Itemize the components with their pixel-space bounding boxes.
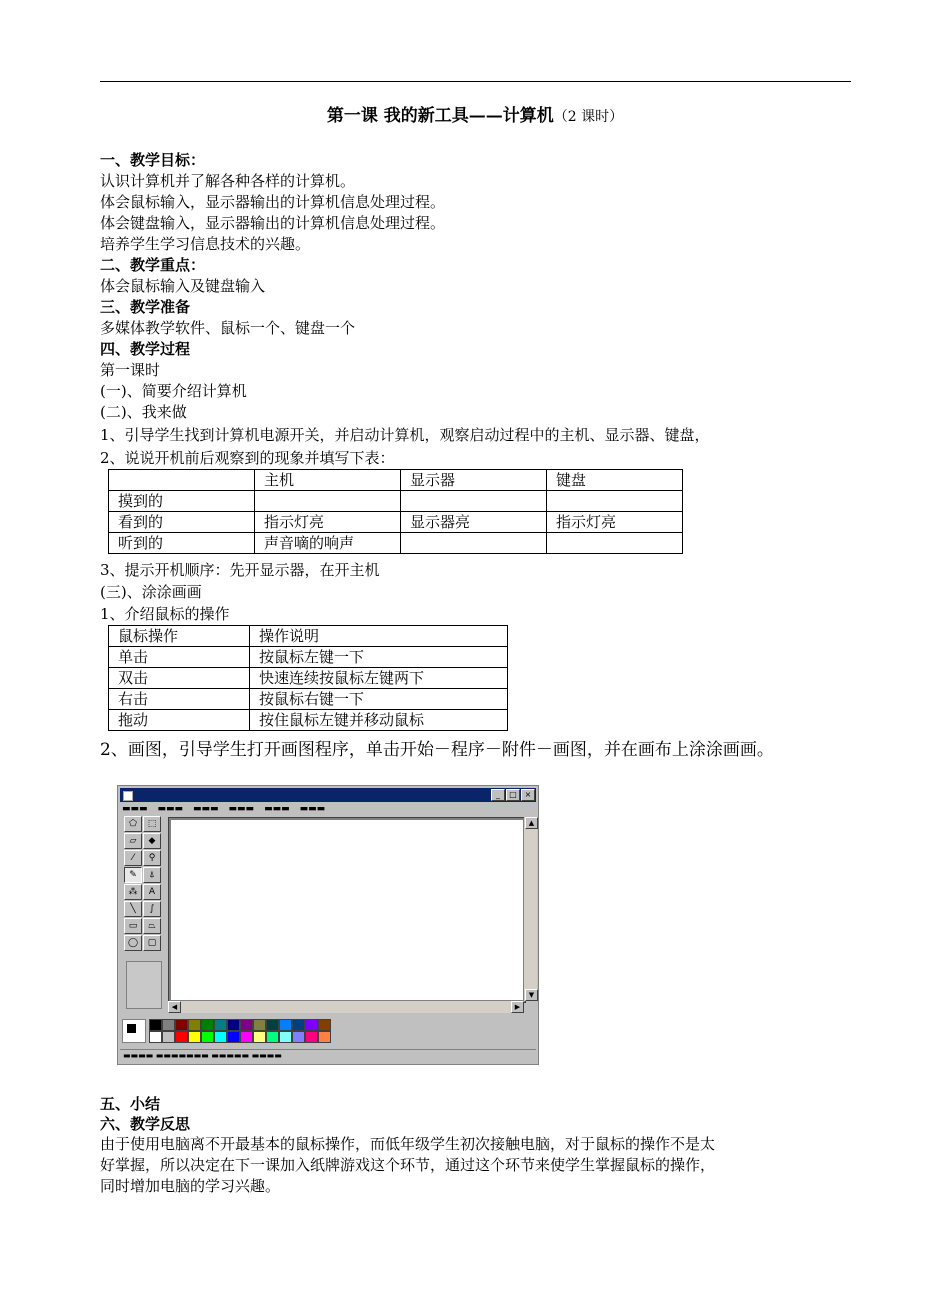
menu-item[interactable]: ▬▬▬ — [193, 804, 219, 814]
text-icon[interactable]: A — [143, 884, 161, 900]
table-cell: 听到的 — [109, 533, 255, 554]
palette-swatch[interactable] — [279, 1031, 292, 1043]
table-cell — [255, 491, 401, 512]
menu-item[interactable]: ▬▬▬ — [122, 804, 148, 814]
section-preparation-heading: 三、教学准备 — [100, 298, 191, 316]
palette-swatch[interactable] — [292, 1031, 305, 1043]
palette-swatch[interactable] — [149, 1031, 162, 1043]
table-row — [109, 533, 683, 554]
palette-swatch[interactable] — [162, 1019, 175, 1031]
palette-swatch[interactable] — [266, 1031, 279, 1043]
table-cell — [401, 491, 547, 512]
canvas-frame — [168, 817, 526, 1003]
table-row — [109, 668, 508, 689]
key-point-1: 体会鼠标输入及键盘输入 — [100, 277, 266, 295]
palette-swatch[interactable] — [305, 1019, 318, 1031]
palette-swatch[interactable] — [253, 1019, 266, 1031]
process-line-3: (二)、我来做 — [100, 403, 187, 421]
palette-swatch[interactable] — [240, 1019, 253, 1031]
palette-swatch[interactable] — [188, 1031, 201, 1043]
paint-window-screenshot — [117, 785, 539, 1065]
palette-swatch[interactable] — [214, 1031, 227, 1043]
process-line-6: 3、提示开机顺序：先开显示器，在开主机 — [100, 561, 380, 579]
process-line-9: 2、画图，引导学生打开画图程序，单击开始－程序－附件－画图，并在画布上涂涂画画。 — [100, 740, 774, 760]
palette-swatch[interactable] — [292, 1019, 305, 1031]
table-row — [109, 689, 508, 710]
fill-icon[interactable]: ◆ — [143, 833, 161, 849]
scroll-up-icon[interactable]: ▲ — [525, 817, 538, 829]
table-cell: 主机 — [255, 470, 401, 491]
color-picker-icon[interactable]: ⁄ — [124, 850, 142, 866]
scroll-right-icon[interactable]: ▶ — [511, 1001, 524, 1013]
table-cell: 单击 — [109, 647, 250, 668]
palette-swatch[interactable] — [175, 1019, 188, 1031]
preparation-1: 多媒体教学软件、鼠标一个、键盘一个 — [100, 319, 356, 337]
palette-swatch[interactable] — [201, 1031, 214, 1043]
table-row — [109, 470, 683, 491]
current-colors — [122, 1019, 146, 1043]
ellipse-icon[interactable]: ◯ — [124, 935, 142, 951]
table-row — [109, 512, 683, 533]
objective-3: 体会键盘输入，显示器输出的计算机信息处理过程。 — [100, 214, 446, 232]
objective-1: 认识计算机并了解各种各样的计算机。 — [100, 172, 356, 190]
paint-status-bar: ▬▬▬▬ ▬▬▬▬▬▬▬ ▬▬▬▬▬ ▬▬▬▬ — [120, 1049, 536, 1062]
palette-swatch[interactable] — [149, 1019, 162, 1031]
polygon-icon[interactable]: ⏢ — [143, 918, 161, 934]
menu-item[interactable]: ▬▬▬ — [264, 804, 290, 814]
palette-swatch[interactable] — [240, 1031, 253, 1043]
paint-app-icon — [123, 791, 133, 801]
minimize-icon[interactable]: _ — [491, 789, 505, 801]
table-cell — [401, 533, 547, 554]
table-row — [109, 647, 508, 668]
paint-title-bar — [120, 788, 536, 802]
color-palette — [122, 1019, 330, 1047]
table-cell: 看到的 — [109, 512, 255, 533]
process-line-1: 第一课时 — [100, 361, 161, 379]
rounded-rect-icon[interactable]: ▢ — [143, 935, 161, 951]
palette-swatch[interactable] — [305, 1031, 318, 1043]
objective-2: 体会鼠标输入，显示器输出的计算机信息处理过程。 — [100, 193, 446, 211]
observation-table — [108, 469, 683, 554]
reflection-line-3: 同时增加电脑的学习兴趣。 — [100, 1177, 281, 1195]
section-key-points-heading: 二、教学重点： — [100, 256, 206, 274]
reflection-line-1: 由于使用电脑离不开最基本的鼠标操作，而低年级学生初次接触电脑，对于鼠标的操作不是太 — [100, 1135, 716, 1153]
horizontal-scrollbar[interactable] — [168, 1001, 524, 1013]
table-cell: 键盘 — [547, 470, 683, 491]
table-cell: 显示器亮 — [401, 512, 547, 533]
table-cell: 右击 — [109, 689, 250, 710]
table-cell: 摸到的 — [109, 491, 255, 512]
section-process-heading: 四、教学过程 — [100, 340, 191, 358]
table-cell: 按鼠标左键一下 — [250, 647, 508, 668]
rect-select-icon[interactable]: ⬚ — [143, 816, 161, 832]
line-icon[interactable]: ╲ — [124, 901, 142, 917]
process-line-4: 1、引导学生找到计算机电源开关，并启动计算机，观察启动过程中的主机、显示器、键盘， — [100, 426, 710, 444]
palette-swatch[interactable] — [201, 1019, 214, 1031]
menu-item[interactable]: ▬▬▬ — [157, 804, 184, 814]
menu-item[interactable]: ▬▬▬ — [228, 804, 255, 814]
scroll-left-icon[interactable]: ◀ — [168, 1001, 181, 1013]
rectangle-icon[interactable]: ▭ — [124, 918, 142, 934]
table-cell — [109, 470, 255, 491]
table-row — [109, 626, 508, 647]
section-summary-heading: 五、小结 — [100, 1095, 161, 1113]
brush-icon[interactable]: ⍋ — [143, 867, 161, 883]
table-cell: 双击 — [109, 668, 250, 689]
table-cell: 指示灯亮 — [547, 512, 683, 533]
paint-menu-bar — [122, 803, 325, 816]
palette-swatch[interactable] — [188, 1019, 201, 1031]
process-line-5: 2、说说开机前后观察到的现象并填写下表： — [100, 449, 395, 467]
process-line-7: (三)、涂涂画画 — [100, 583, 202, 601]
palette-swatch[interactable] — [266, 1019, 279, 1031]
airbrush-icon[interactable]: ⁂ — [124, 884, 142, 900]
table-cell: 按鼠标右键一下 — [250, 689, 508, 710]
table-cell: 鼠标操作 — [109, 626, 250, 647]
objective-4: 培养学生学习信息技术的兴趣。 — [100, 235, 311, 253]
palette-swatch[interactable] — [318, 1031, 331, 1043]
palette-swatch[interactable] — [318, 1019, 331, 1031]
table-cell: 拖动 — [109, 710, 250, 731]
maximize-icon[interactable]: □ — [506, 789, 520, 801]
drawing-canvas[interactable] — [171, 820, 523, 1000]
title-sub: （2 课时） — [553, 109, 624, 125]
tool-options-box — [126, 961, 162, 1009]
pencil-icon[interactable]: ✎ — [124, 867, 142, 883]
curve-icon[interactable]: ∫ — [143, 901, 161, 917]
free-select-icon[interactable]: ⬠ — [124, 816, 142, 832]
table-cell — [547, 491, 683, 512]
mouse-operation-table — [108, 625, 508, 731]
magnifier-icon[interactable]: ⚲ — [143, 850, 161, 866]
menu-item[interactable]: ▬▬▬ — [299, 804, 326, 814]
palette-swatch[interactable] — [214, 1019, 227, 1031]
palette-swatch[interactable] — [162, 1031, 175, 1043]
header-rule — [100, 81, 851, 82]
close-icon[interactable]: × — [521, 789, 535, 801]
palette-swatch[interactable] — [253, 1031, 266, 1043]
lesson-title — [0, 101, 950, 126]
table-row — [109, 491, 683, 512]
table-cell: 快速连续按鼠标左键两下 — [250, 668, 508, 689]
section-objectives-heading: 一、教学目标： — [100, 151, 206, 169]
title-main: 第一课 我的新工具——计算机 — [326, 106, 554, 126]
vertical-scrollbar[interactable] — [524, 817, 537, 1001]
table-cell: 显示器 — [401, 470, 547, 491]
scroll-down-icon[interactable]: ▼ — [525, 989, 538, 1001]
table-row — [109, 710, 508, 731]
reflection-line-2: 好掌握，所以决定在下一课加入纸牌游戏这个环节，通过这个环节来使学生掌握鼠标的操作， — [100, 1156, 716, 1174]
process-line-2: (一)、简要介绍计算机 — [100, 382, 247, 400]
palette-swatch[interactable] — [175, 1031, 188, 1043]
table-cell: 操作说明 — [250, 626, 508, 647]
table-cell: 指示灯亮 — [255, 512, 401, 533]
eraser-icon[interactable]: ▱ — [124, 833, 142, 849]
table-cell — [547, 533, 683, 554]
table-cell: 按住鼠标左键并移动鼠标 — [250, 710, 508, 731]
palette-swatch[interactable] — [279, 1019, 292, 1031]
palette-swatch[interactable] — [227, 1019, 240, 1031]
section-reflection-heading: 六、教学反思 — [100, 1115, 191, 1133]
palette-swatch[interactable] — [227, 1031, 240, 1043]
table-cell: 声音嘀的响声 — [255, 533, 401, 554]
process-line-8: 1、介绍鼠标的操作 — [100, 605, 230, 623]
